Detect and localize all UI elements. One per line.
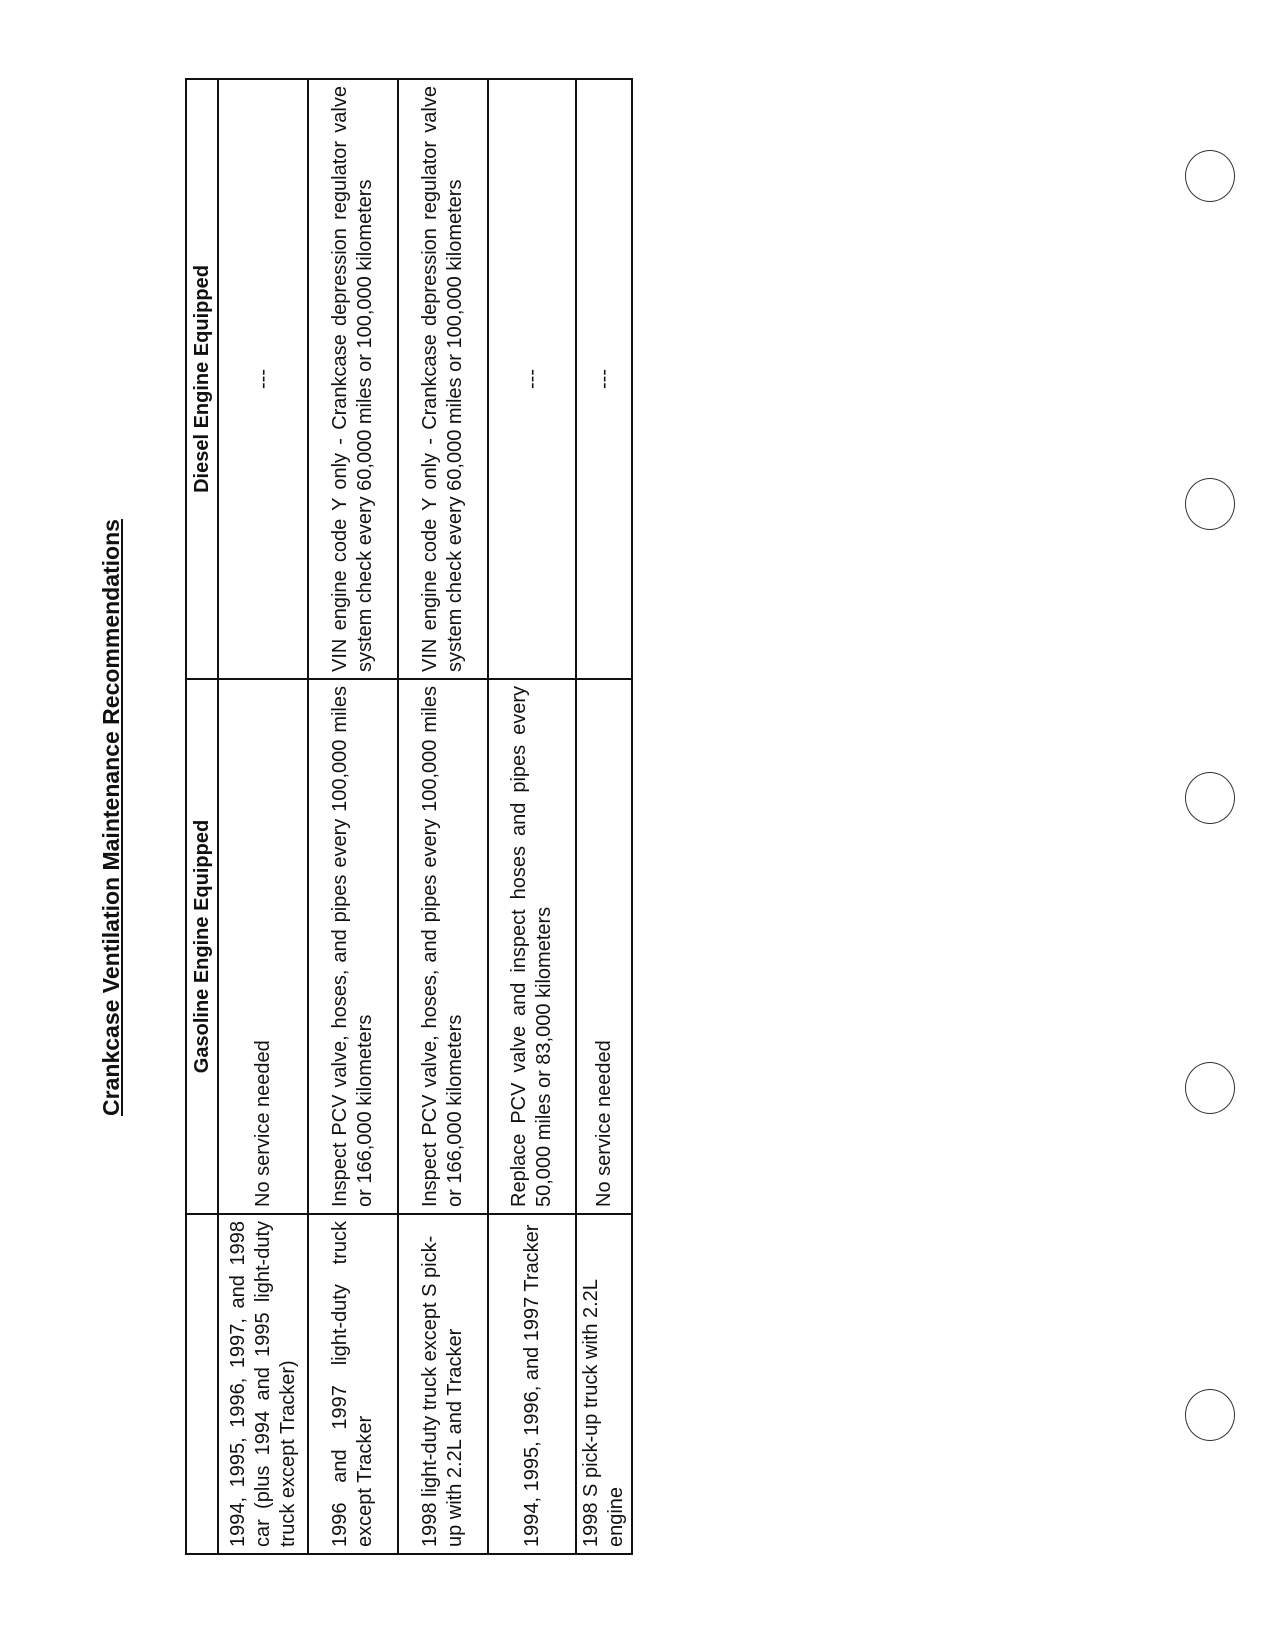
table-row (488, 79, 576, 1554)
binder-hole-icon (1185, 1062, 1235, 1114)
table-header-row (186, 79, 218, 1554)
gasoline-cell: No service needed (576, 679, 632, 1214)
header-vehicle (186, 1214, 218, 1554)
binder-hole-icon (1185, 478, 1235, 530)
vehicle-cell: 1996 and 1997 light-duty truck except Tracker (308, 1214, 398, 1554)
gasoline-cell: No service needed (218, 679, 308, 1214)
gasoline-cell: Inspect PCV valve, hoses, and pipes every 100,000 miles or 166,000 kilometers (308, 679, 398, 1214)
vehicle-cell: 1994, 1995, 1996, 1997, and 1998 car (plus 1994 and 1995 light-duty truck except Tracker) (218, 1214, 308, 1554)
diesel-cell: VIN engine code Y only - Crankcase depression regulator valve system check every 60,000 miles or 100,000 kilometers (308, 79, 398, 679)
diesel-cell: --- (488, 79, 576, 679)
header-gasoline: Gasoline Engine Equipped (186, 679, 218, 1214)
rotated-page-content (80, 80, 627, 1555)
table-row (218, 79, 308, 1554)
table-row (576, 79, 632, 1554)
header-diesel: Diesel Engine Equipped (186, 79, 218, 679)
maintenance-table (185, 78, 633, 1555)
vehicle-cell: 1998 light-duty truck except S pick-up with 2.2L and Tracker (398, 1214, 488, 1554)
table-row (398, 79, 488, 1554)
gasoline-cell: Inspect PCV valve, hoses, and pipes every 100,000 miles or 166,000 kilometers (398, 679, 488, 1214)
diesel-cell: --- (576, 79, 632, 679)
vehicle-cell: 1998 S pick-up truck with 2.2L engine (576, 1214, 632, 1554)
document-title: Crankcase Ventilation Maintenance Recommendations (98, 519, 124, 1116)
diesel-cell: --- (218, 79, 308, 679)
vehicle-cell: 1994, 1995, 1996, and 1997 Tracker (488, 1214, 576, 1554)
gasoline-cell: Replace PCV valve and inspect hoses and pipes every 50,000 miles or 83,000 kilometers (488, 679, 576, 1214)
binder-hole-icon (1185, 772, 1235, 824)
binder-hole-icon (1185, 150, 1235, 202)
diesel-cell: VIN engine code Y only - Crankcase depression regulator valve system check every 60,000 miles or 100,000 kilometers (398, 79, 488, 679)
binder-hole-icon (1185, 1389, 1235, 1441)
table-row (308, 79, 398, 1554)
